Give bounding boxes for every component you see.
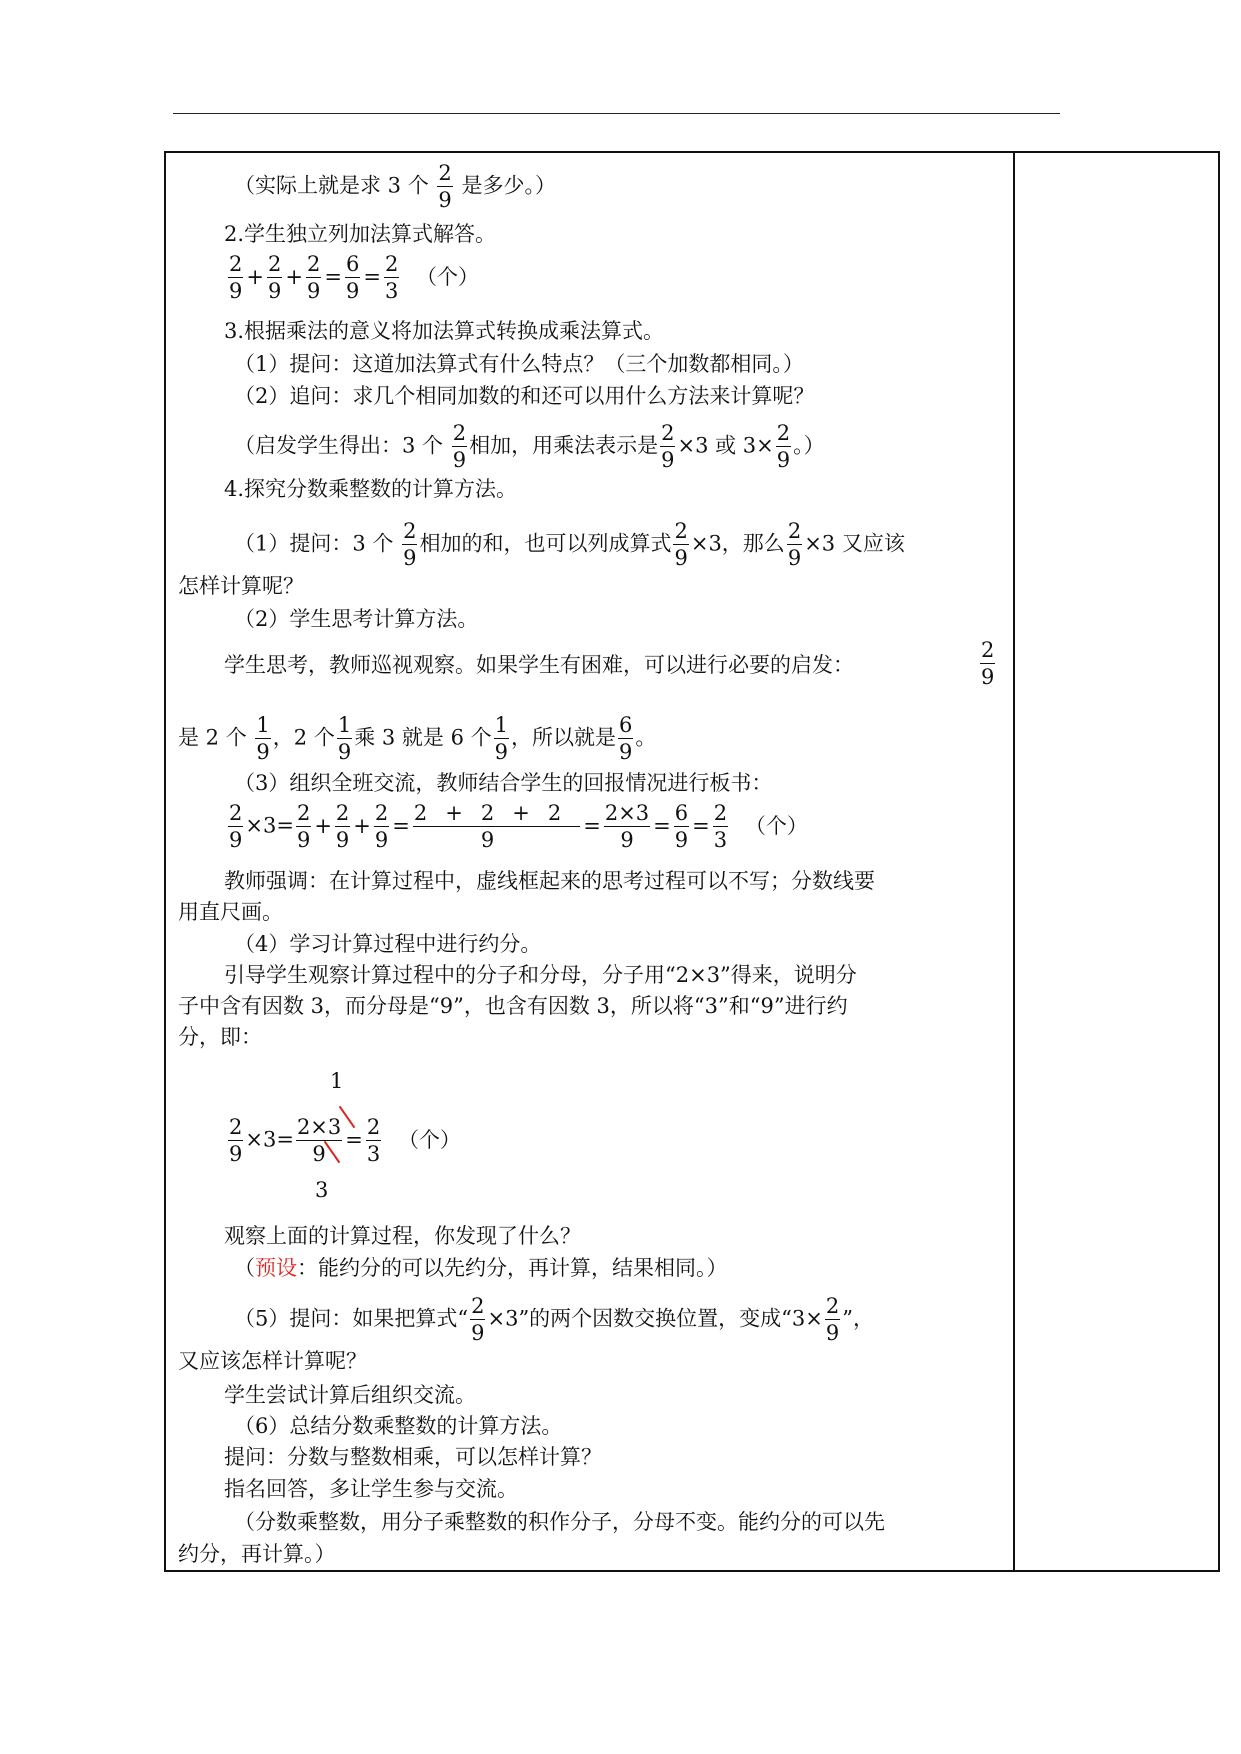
plus-sign: + <box>246 264 264 289</box>
fraction: $\frac{2}{9}$ <box>825 1294 840 1345</box>
text: （实际上就是求 3 个 <box>234 173 429 198</box>
equals-sign: = <box>363 264 381 289</box>
text-line: （2）学生思考计算方法。 <box>234 607 479 631</box>
text-line: （6）总结分数乘整数的计算方法。 <box>234 1414 563 1438</box>
fraction: $\frac{1}{9}$ <box>256 713 270 764</box>
text-line: （启发学生得出：3 个 $\frac{2}{9}$ 相加，用乘法表示是 $\frac{2}{9}$ ×3 或 3× $\frac{2}{9}$ 。） <box>234 421 825 472</box>
fraction: $\frac{2}{9}$ <box>306 252 321 303</box>
text-line: （分数乘整数，用分子乘整数的积作分子，分母不变。能约分的可以先 <box>234 1510 885 1534</box>
fraction-holder <box>978 640 997 688</box>
fraction <box>437 163 452 211</box>
fraction: $\frac{2}{3}$ <box>366 1115 381 1166</box>
equation-line <box>226 254 479 302</box>
fraction: $\frac{1}{9}$ <box>494 713 509 764</box>
text-line: 观察上面的计算过程，你发现了什么？ <box>224 1224 581 1248</box>
text-line: 指名回答，多让学生参与交流。 <box>224 1477 518 1501</box>
text-line: 又应该怎样计算呢？ <box>178 1349 367 1373</box>
text-line: 是 2 个 $\frac{1}{9}$ ，2 个 $\frac{1}{9}$ 乘 3 就是 6 个 $\frac{1}{9}$ ，所以就是 $\frac{6}{9}$ 。 <box>178 713 657 764</box>
equals-sign: = <box>392 813 410 838</box>
fraction: $\frac{2}{9}$ <box>267 252 282 303</box>
equals-sign: = <box>692 813 710 838</box>
text-line: 学生尝试计算后组织交流。 <box>224 1383 476 1407</box>
text-line <box>234 163 556 211</box>
fraction: $\frac{2}{3}$ <box>384 252 399 303</box>
text-line: （2）追问：求几个相同加数的和还可以用什么方法来计算呢？ <box>234 384 815 408</box>
fraction: $\frac{2\times 3}{9}$ <box>604 801 650 852</box>
plus-sign: + <box>285 264 303 289</box>
plus-sign: + <box>314 813 332 838</box>
text-line: （3）组织全班交流，教师结合学生的回报情况进行板书： <box>234 771 773 795</box>
fraction: $\frac{2}{9}$ <box>661 421 675 472</box>
fraction: $\frac{2}{9}$ <box>403 519 417 570</box>
fraction: $\frac{2}{9}$ <box>374 801 389 852</box>
text-line: 引导学生观察计算过程中的分子和分母，分子用“2×3”得来，说明分 <box>224 963 857 987</box>
denominator: 9 <box>438 188 452 212</box>
text-line: 学生思考，教师巡视观察。如果学生有困难，可以进行必要的启发： <box>224 653 854 677</box>
numerator: 2+2+2 <box>413 801 580 825</box>
equals-sign: = <box>324 264 342 289</box>
text-line: （5）提问：如果把算式“ $\frac{2}{9}$ ×3”的两个因数交换位置，变成“3× $\frac{2}{9}$ ”， <box>234 1294 874 1345</box>
text-line: 用直尺画。 <box>178 900 283 924</box>
header-rule <box>173 113 1060 114</box>
text-line: 子中含有因数 3，而分母是“9”，也含有因数 3，所以将“3”和“9”进行约 <box>178 994 848 1018</box>
equation-line: $\frac{2}{9}$ ×3= $\frac{2}{9}$ + $\frac{2}{9}$ + $\frac{2}{9}$ = $\frac{2+2+2}{9}$ = $\frac{2\times 3}{9}$ = $\frac{6}{9}$ = $\frac{2}{3}$ （个） <box>229 801 808 852</box>
equals-sign: = <box>583 813 601 838</box>
fraction: $\frac{6}{9}$ <box>674 801 689 852</box>
fraction: $\frac{2}{9}$ <box>674 519 688 570</box>
text-line: （4）学习计算过程中进行约分。 <box>234 932 542 956</box>
numerator: 2 <box>438 161 452 185</box>
text-line: 4.探究分数乘整数的计算方法。 <box>224 477 518 501</box>
plus-sign: + <box>353 813 371 838</box>
unit: （个） <box>416 264 479 289</box>
text-line: 分，即： <box>178 1025 262 1049</box>
fraction: $\frac{1}{9}$ <box>337 713 352 764</box>
fraction: $\frac{2}{9}$ <box>335 801 350 852</box>
fraction: $\frac{2\times 3}{9}$ <box>296 1115 342 1166</box>
unit: （个） <box>744 813 808 838</box>
text-line: 约分，再计算。） <box>178 1542 336 1566</box>
fraction: $\frac{2}{9}$ <box>471 1294 485 1345</box>
fraction: $\frac{2}{9}$ <box>981 638 995 689</box>
fraction: $\frac{2}{9}$ <box>296 801 311 852</box>
text-line: 3.根据乘法的意义将加法算式转换成乘法算式。 <box>224 319 665 343</box>
equals-sign: = <box>345 1127 363 1152</box>
fraction: $\frac{2}{9}$ <box>787 519 802 570</box>
fraction: $\frac{2}{9}$ <box>776 421 791 472</box>
text-line: 提问：分数与整数相乘，可以怎样计算？ <box>224 1445 602 1469</box>
fraction: $\frac{2}{9}$ <box>452 421 467 472</box>
unit: （个） <box>397 1127 461 1152</box>
fraction: $\frac{6}{9}$ <box>345 252 360 303</box>
text: 是多少。） <box>461 173 556 198</box>
fraction: $\frac{2}{9}$ <box>229 1115 243 1166</box>
preset-label: 预设 <box>255 1256 297 1280</box>
text-line: 2.学生独立列加法算式解答。 <box>224 222 497 246</box>
reduced-denominator-note: 3 <box>315 1178 329 1202</box>
text-line: 怎样计算呢？ <box>178 574 304 598</box>
text-line: （1）提问：3 个 $\frac{2}{9}$ 相加的和，也可以列成算式 $\frac{2}{9}$ ×3，那么 $\frac{2}{9}$ ×3 又应该 <box>234 519 905 570</box>
fraction: $\frac{2+2+2}{9}$ <box>413 801 580 852</box>
fraction: $\frac{2}{9}$ <box>229 801 243 852</box>
fraction: $\frac{2}{3}$ <box>713 801 728 852</box>
table-column-divider <box>1013 151 1015 1572</box>
fraction: $\frac{2}{9}$ <box>229 252 243 303</box>
equals-sign: = <box>653 813 671 838</box>
equation-line: $\frac{2}{9}$ ×3= $\frac{2\times 3}{9}$ = $\frac{2}{3}$ （个） <box>229 1115 461 1166</box>
text-line: （1）提问：这道加法算式有什么特点？（三个加数都相同。） <box>234 352 804 376</box>
text-line: （预设：能约分的可以先约分，再计算，结果相同。） <box>234 1256 728 1280</box>
fraction: $\frac{6}{9}$ <box>619 713 633 764</box>
reduced-numerator-note: 1 <box>330 1069 344 1093</box>
text-line: 教师强调：在计算过程中，虚线框起来的思考过程可以不写；分数线要 <box>224 869 875 893</box>
